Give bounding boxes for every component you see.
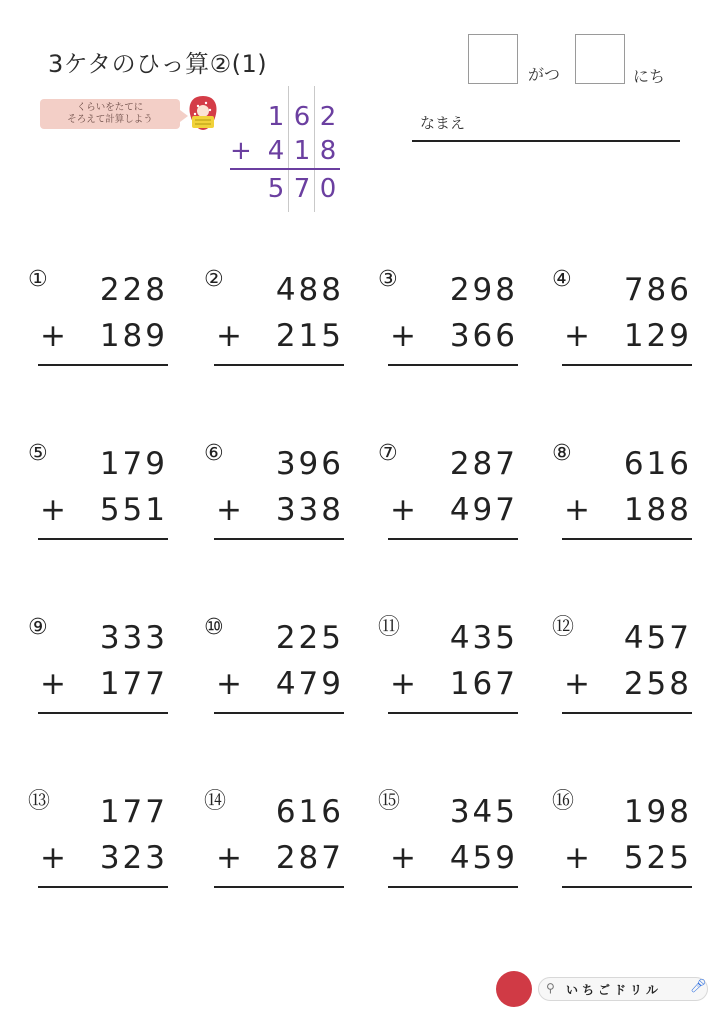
answer-line[interactable] [388,538,518,540]
problem-item [378,790,518,900]
day-label: にち [633,67,666,86]
plus-operator: + [564,666,590,702]
example-bottom-ones: 8 [319,136,337,166]
second-addend: 177 [99,666,168,702]
problem-item [378,268,518,378]
column-guide-line [314,86,315,212]
problem-number: ① [28,267,48,292]
plus-operator: + [564,318,590,354]
second-addend: 497 [449,492,518,528]
name-write-line[interactable] [412,140,680,142]
plus-operator: + [390,318,416,354]
problem-number: ⑨ [28,615,48,640]
problem-item [204,790,344,900]
column-guide-line [288,86,289,212]
answer-line[interactable] [214,886,344,888]
problem-number: ③ [378,267,398,292]
plus-operator: + [564,840,590,876]
second-addend: 258 [623,666,692,702]
example-top-ones: 2 [319,102,337,132]
problem-item [378,616,518,726]
second-addend: 366 [449,318,518,354]
hint-bubble [40,99,180,129]
problem-item [28,790,168,900]
plus-operator: + [40,318,66,354]
problem-number: ⑬ [28,789,51,814]
first-addend: 488 [275,272,344,308]
problem-number: ⑩ [204,615,224,640]
problem-item [204,268,344,378]
day-input-box[interactable] [575,34,625,84]
second-addend: 215 [275,318,344,354]
plus-operator: + [390,666,416,702]
answer-line[interactable] [214,712,344,714]
example-problem [222,90,344,216]
plus-operator: + [216,492,242,528]
example-answer-hundreds: 5 [267,174,285,204]
answer-line[interactable] [562,538,692,540]
plus-operator: + [40,666,66,702]
answer-line[interactable] [388,712,518,714]
example-top-tens: 6 [293,102,311,132]
plus-operator: + [216,666,242,702]
first-addend: 457 [623,620,692,656]
hint-line-1: くらいをたてに [76,102,144,113]
first-addend: 345 [449,794,518,830]
answer-line[interactable] [388,364,518,366]
problem-item [204,442,344,552]
plus-operator: + [40,492,66,528]
example-bottom-tens: 1 [293,136,311,166]
problem-number: ⑥ [204,441,224,466]
example-answer-tens: 7 [293,174,311,204]
first-addend: 435 [449,620,518,656]
problem-number: ⑮ [378,789,401,814]
plus-operator: + [216,840,242,876]
first-addend: 179 [99,446,168,482]
plus-operator: + [390,840,416,876]
second-addend: 459 [449,840,518,876]
problem-number: ⑭ [204,789,227,814]
second-addend: 287 [275,840,344,876]
name-label: なまえ [420,114,466,132]
strawberry-icon [496,971,532,1007]
problem-item [28,268,168,378]
problem-number: ⑧ [552,441,572,466]
second-addend: 479 [275,666,344,702]
answer-line[interactable] [38,886,168,888]
answer-line[interactable] [388,886,518,888]
brand-name: いちごドリル [566,983,663,997]
problem-item [28,442,168,552]
problem-number: ⑫ [552,615,575,640]
hint-line-2: そろえて計算しよう [67,114,153,125]
plus-operator: + [40,840,66,876]
first-addend: 333 [99,620,168,656]
example-operator: + [230,136,252,166]
example-top-hundreds: 1 [267,102,285,132]
answer-line[interactable] [562,712,692,714]
problem-item [204,616,344,726]
strawberry-mascot-icon [186,94,220,132]
answer-line[interactable] [38,712,168,714]
example-answer-rule [230,168,340,170]
problem-item [378,442,518,552]
second-addend: 338 [275,492,344,528]
first-addend: 298 [449,272,518,308]
microphone-icon: 🎤︎ [690,979,707,994]
first-addend: 225 [275,620,344,656]
second-addend: 129 [623,318,692,354]
first-addend: 616 [275,794,344,830]
first-addend: 287 [449,446,518,482]
first-addend: 786 [623,272,692,308]
problem-item [28,616,168,726]
problem-item [552,268,692,378]
problem-item [552,616,692,726]
plus-operator: + [216,318,242,354]
second-addend: 525 [623,840,692,876]
first-addend: 616 [623,446,692,482]
answer-line[interactable] [214,364,344,366]
month-input-box[interactable] [468,34,518,84]
answer-line[interactable] [214,538,344,540]
problem-number: ⑤ [28,441,48,466]
first-addend: 198 [623,794,692,830]
answer-line[interactable] [562,364,692,366]
search-icon: ⚲ [546,981,555,995]
page-title: 3ケタのひっ算②(1) [48,50,268,78]
problem-item [552,790,692,900]
problem-item [552,442,692,552]
answer-line[interactable] [562,886,692,888]
problem-number: ④ [552,267,572,292]
problem-number: ⑪ [378,615,401,640]
first-addend: 396 [275,446,344,482]
example-bottom-hundreds: 4 [267,136,285,166]
answer-line[interactable] [38,538,168,540]
plus-operator: + [390,492,416,528]
first-addend: 228 [99,272,168,308]
problem-number: ⑦ [378,441,398,466]
month-label: がつ [528,65,561,84]
second-addend: 189 [99,318,168,354]
answer-line[interactable] [38,364,168,366]
second-addend: 551 [99,492,168,528]
plus-operator: + [564,492,590,528]
first-addend: 177 [99,794,168,830]
problem-number: ② [204,267,224,292]
problem-number: ⑯ [552,789,575,814]
second-addend: 167 [449,666,518,702]
second-addend: 188 [623,492,692,528]
second-addend: 323 [99,840,168,876]
example-answer-ones: 0 [319,174,337,204]
